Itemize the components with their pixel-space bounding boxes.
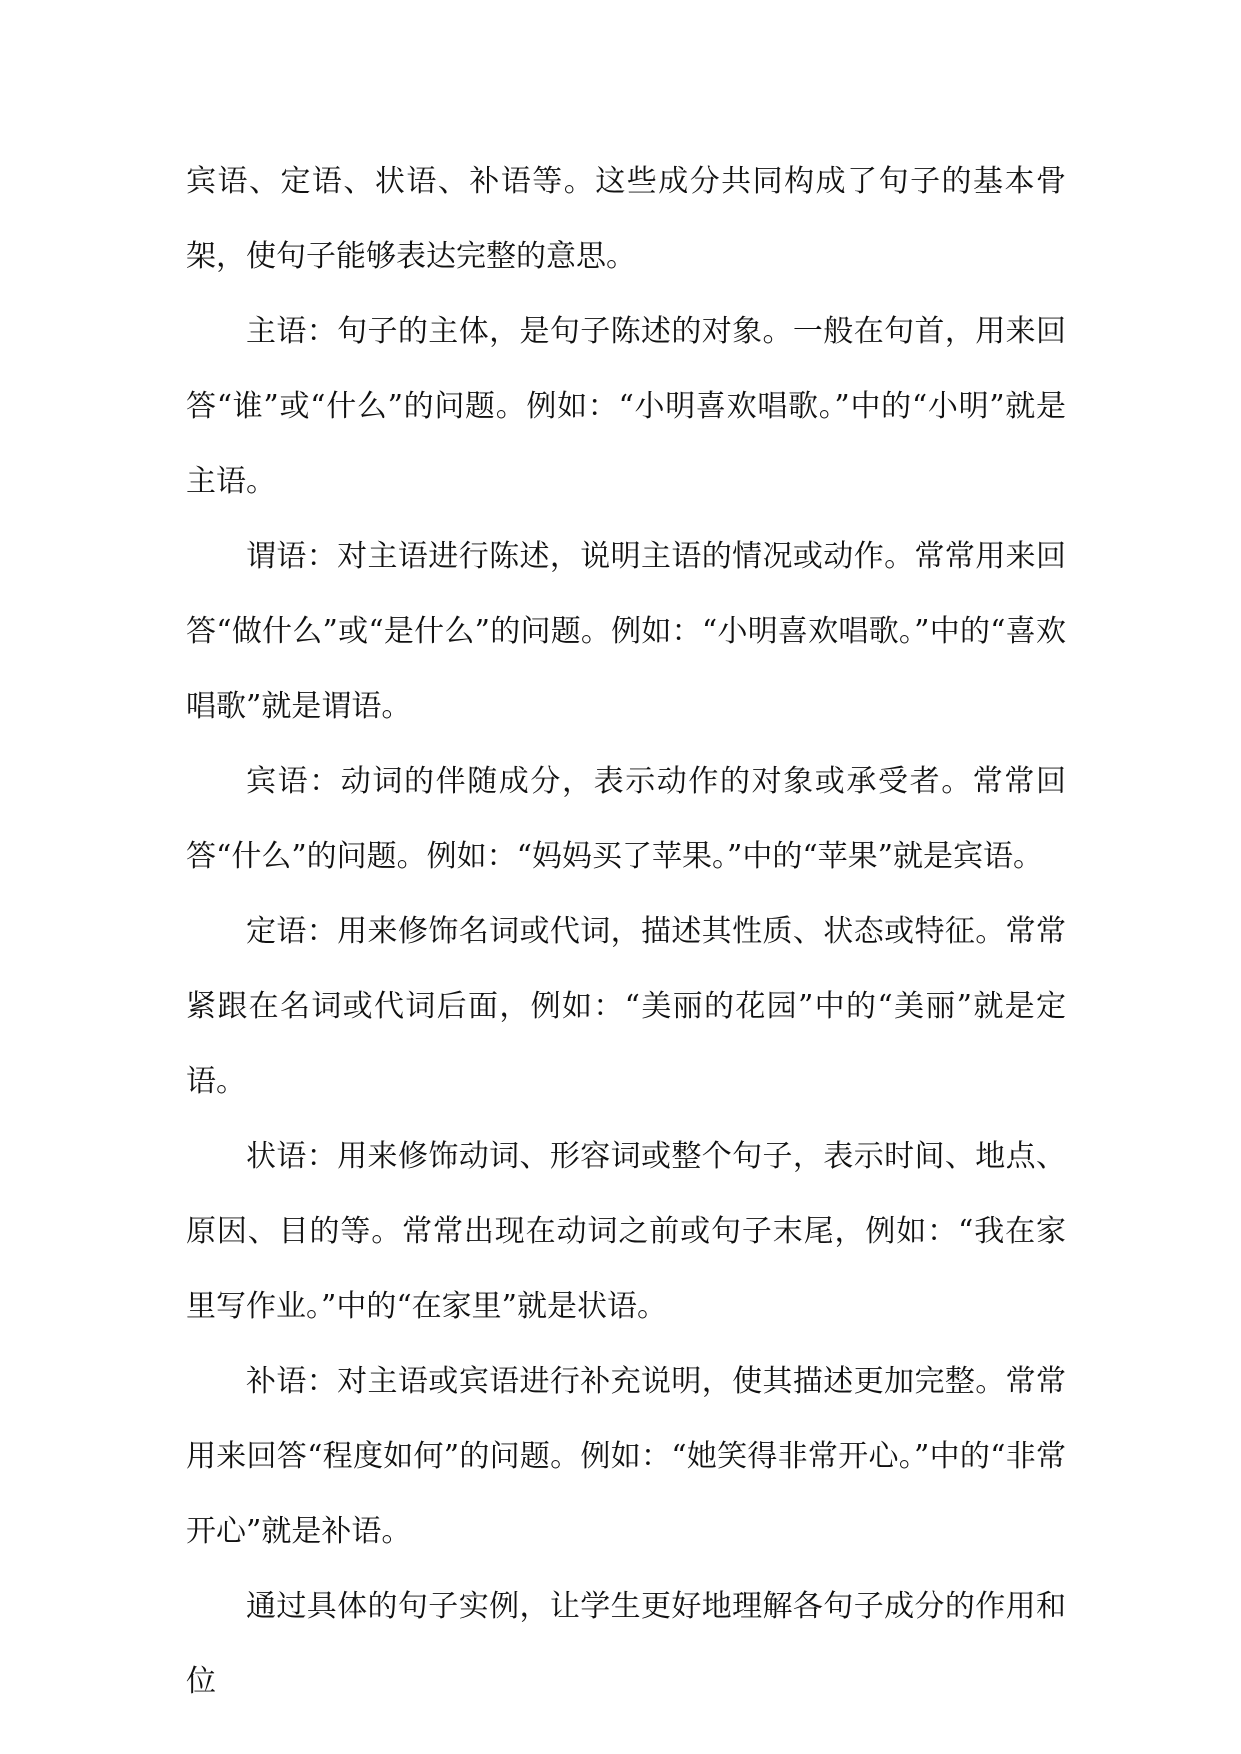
paragraph-attributive: 定语：用来修饰名词或代词，描述其性质、状态或特征。常常紧跟在名词或代词后面，例如：“美丽的花园”中的“美丽”就是定语。	[186, 914, 1066, 1099]
paragraph-subject: 主语：句子的主体，是句子陈述的对象。一般在句首，用来回答“谁”或“什么”的问题。例如：“小明喜欢唱歌。”中的“小明”就是主语。	[186, 314, 1066, 499]
paragraph-complement: 补语：对主语或宾语进行补充说明，使其描述更加完整。常常用来回答“程度如何”的问题。例如：“她笑得非常开心。”中的“非常开心”就是补语。	[186, 1364, 1066, 1549]
paragraph-intro-continued: 宾语、定语、状语、补语等。这些成分共同构成了句子的基本骨架，使句子能够表达完整的意思。	[186, 164, 1066, 274]
paragraph-conclusion: 通过具体的句子实例，让学生更好地理解各句子成分的作用和位	[186, 1589, 1066, 1699]
paragraph-object: 宾语：动词的伴随成分，表示动作的对象或承受者。常常回答“什么”的问题。例如：“妈妈买了苹果。”中的“苹果”就是宾语。	[186, 764, 1066, 874]
body-text	[186, 144, 1066, 1719]
paragraph-predicate: 谓语：对主语进行陈述，说明主语的情况或动作。常常用来回答“做什么”或“是什么”的问题。例如：“小明喜欢唱歌。”中的“喜欢唱歌”就是谓语。	[186, 539, 1066, 724]
paragraph-adverbial: 状语：用来修饰动词、形容词或整个句子，表示时间、地点、原因、目的等。常常出现在动词之前或句子末尾，例如：“我在家里写作业。”中的“在家里”就是状语。	[186, 1139, 1066, 1324]
